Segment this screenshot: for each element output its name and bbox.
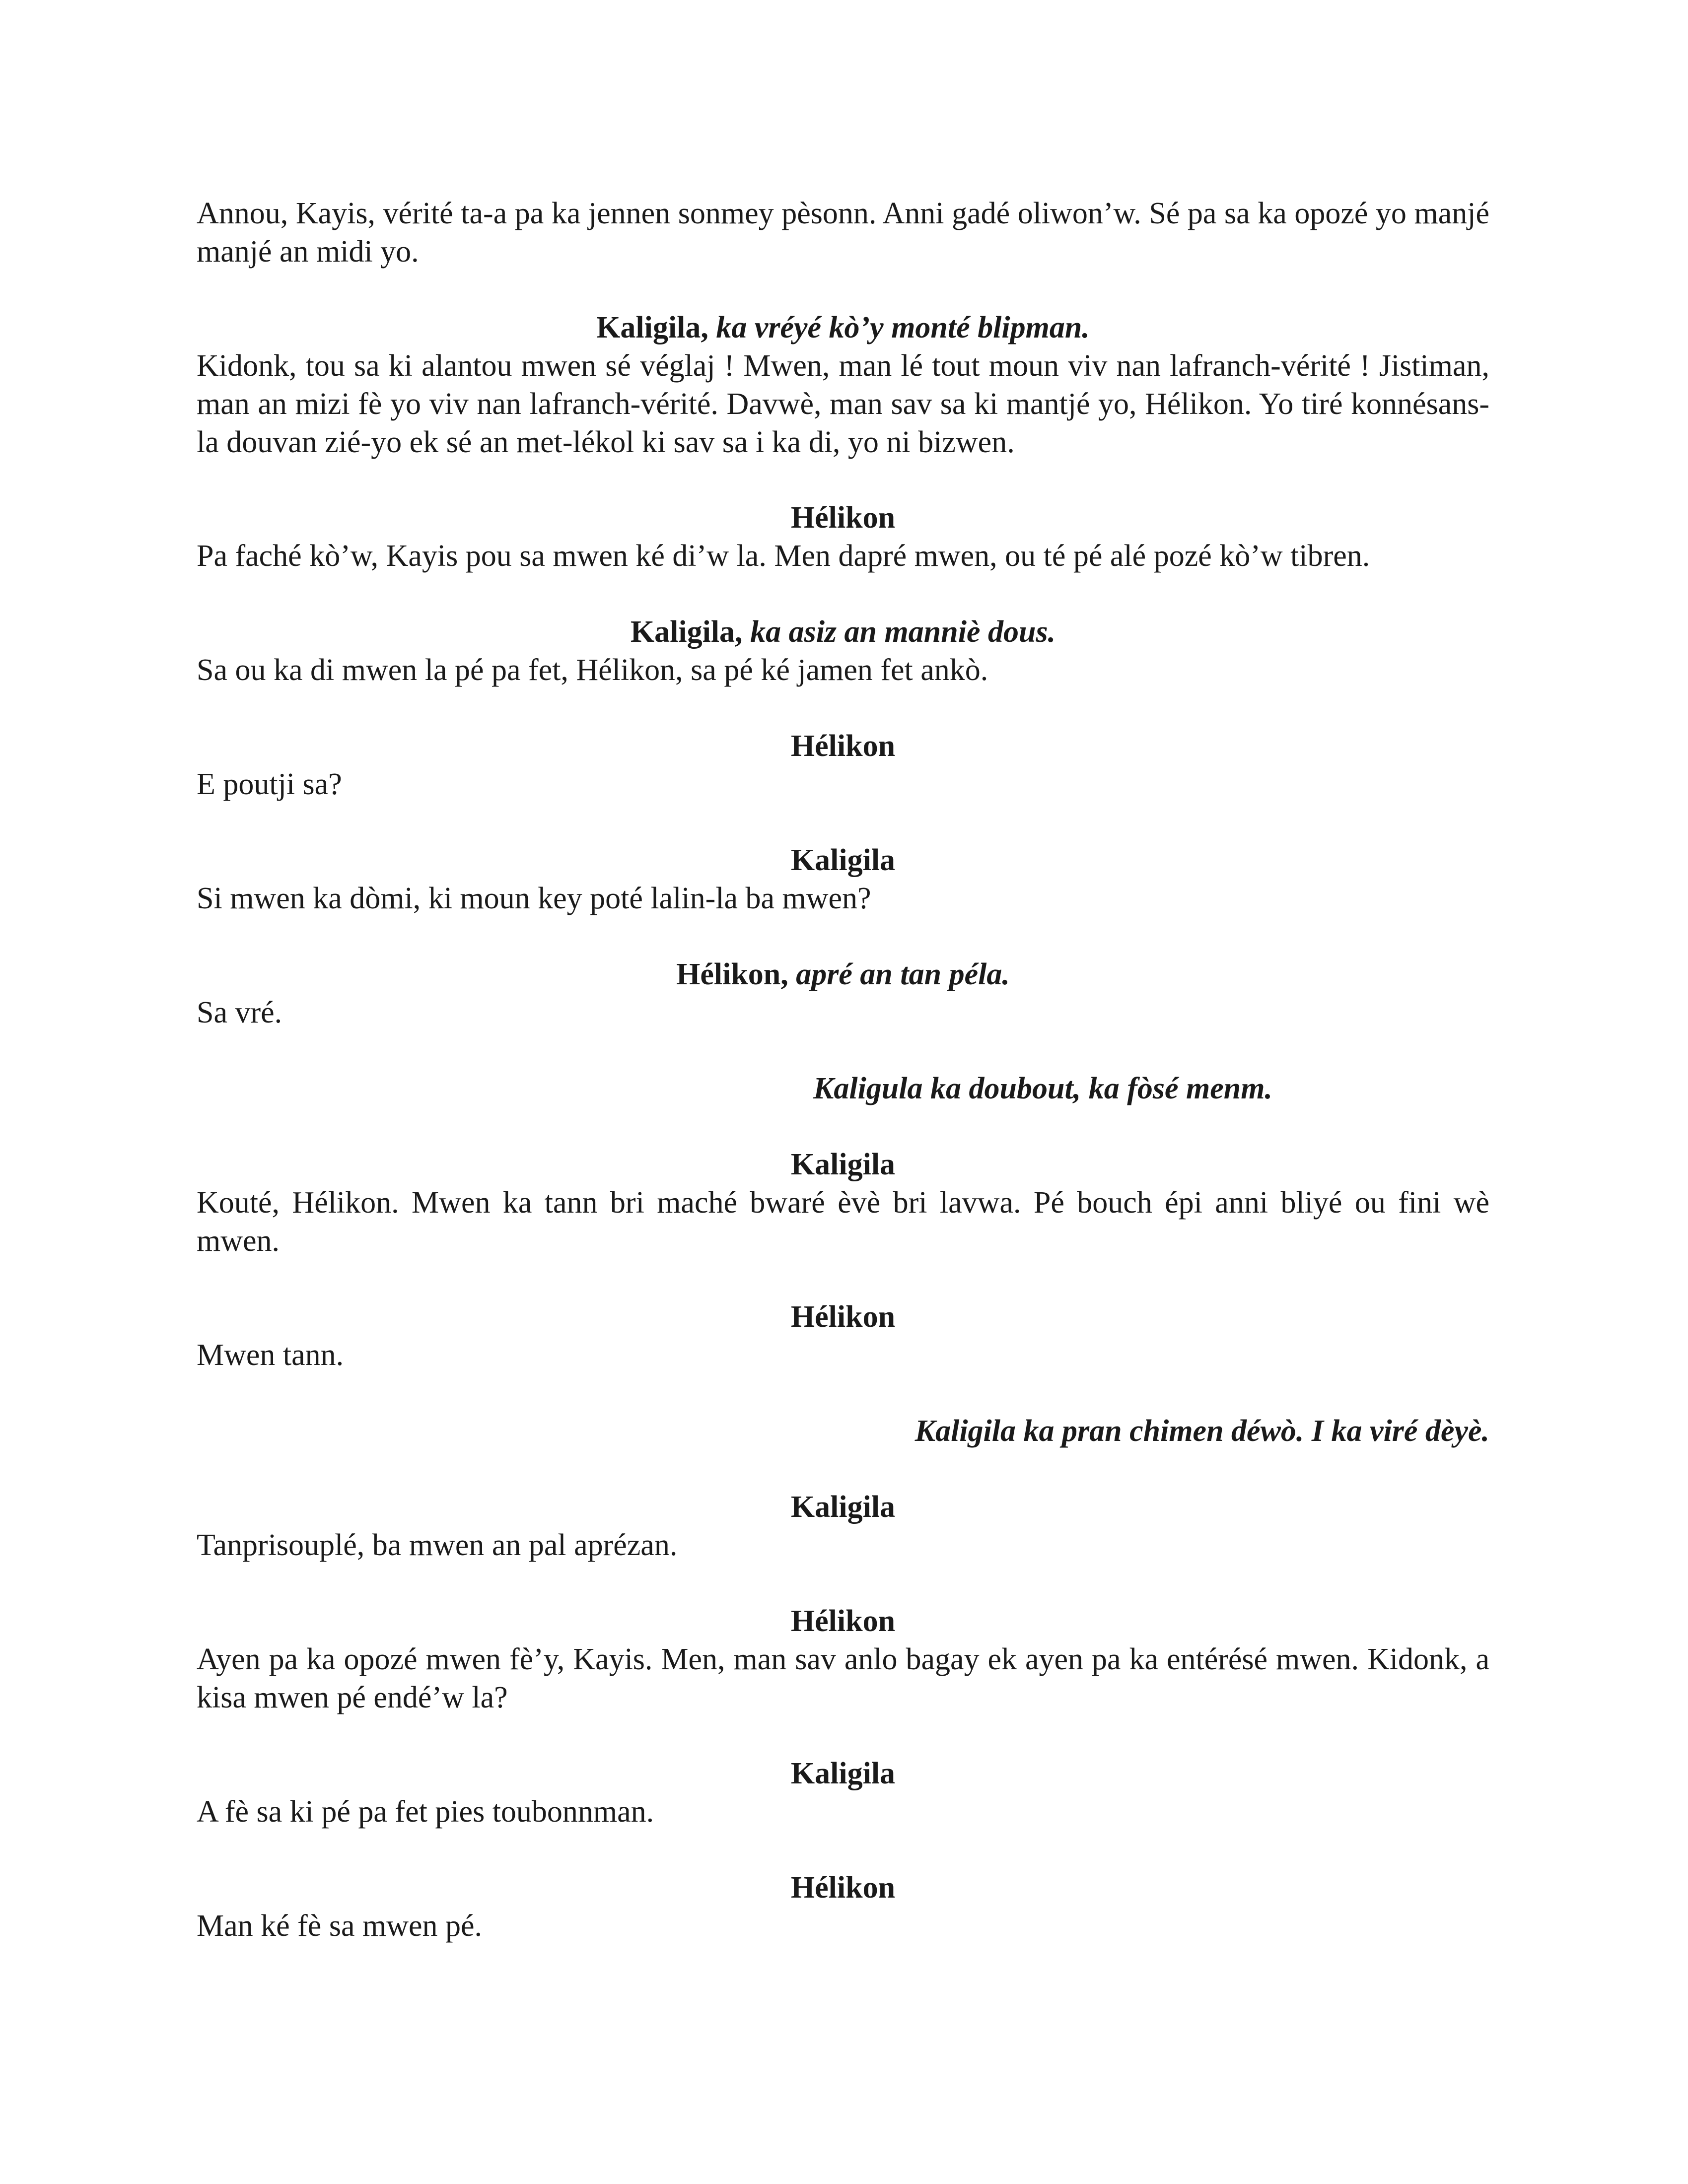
dialogue-text: A fè sa ki pé pa fet pies toubonnman. <box>197 1795 654 1829</box>
speaker-name: Kaligila <box>790 843 896 877</box>
dialogue-text: Si mwen ka dòmi, ki moun key poté lalin-la ba mwen? <box>197 882 871 915</box>
speaker-name: Kaligila <box>790 1148 896 1181</box>
speaker-name: Hélikon <box>790 729 896 763</box>
dialogue-text: Man ké fè sa mwen pé. <box>197 1909 483 1943</box>
dialogue-text: Ayen pa ka opozé mwen fè’y, Kayis. Men, man sav anlo bagay ek ayen pa ka entérésé mwen. Kidonk, a kisa mwen pé endé’w la? <box>197 1642 1489 1714</box>
stage-direction: apré an tan péla. <box>796 957 1010 991</box>
stage-direction: ka asiz an manniè dous. <box>750 615 1056 649</box>
speaker-heading <box>197 956 1489 994</box>
speaker-heading <box>197 1488 1489 1526</box>
speaker-heading <box>197 1869 1489 1907</box>
dialogue-text: Kidonk, tou sa ki alantou mwen sé véglaj ! Mwen, man lé tout moun viv nan lafranch-vérité ! Jistiman, man an mizi fè yo viv nan lafranch-vérité. Davwè, man sav sa ki mantjé yo, Hélikon. Yo tiré konnésans-la douvan zié-yo ek sé an met-lékol ki sav sa i ka di, yo ni bizwen. <box>197 349 1489 459</box>
speaker-heading <box>197 1298 1489 1336</box>
speaker-name: Kaligila, <box>630 615 743 649</box>
dialogue-text: Tanprisouplé, ba mwen an pal aprézan. <box>197 1528 678 1562</box>
stage-direction: ka vréyé kò’y monté blipman. <box>716 311 1090 344</box>
dialogue-text: Sa vré. <box>197 996 282 1029</box>
speaker-name: Kaligila <box>790 1490 896 1524</box>
dialogue-text: Annou, Kayis, vérité ta-a pa ka jennen sonmey pèsonn. Anni gadé oliwon’w. Sé pa sa ka opozé yo manjé manjé an midi yo. <box>197 197 1489 269</box>
speaker-heading <box>197 499 1489 537</box>
dialogue-text: Sa ou ka di mwen la pé pa fet, Hélikon, sa pé ké jamen fet ankò. <box>197 653 988 687</box>
speaker-name: Kaligila <box>790 1757 896 1790</box>
speaker-name: Hélikon <box>790 1871 896 1905</box>
speaker-name: Hélikon, <box>676 957 788 991</box>
speaker-heading <box>197 1146 1489 1184</box>
dialogue-text: Kouté, Hélikon. Mwen ka tann bri maché bwaré èvè bri lavwa. Pé bouch épi anni bliyé ou fini wè mwen. <box>197 1186 1489 1258</box>
speaker-heading <box>197 1755 1489 1793</box>
stage-direction: Kaligila ka pran chimen déwò. I ka viré dèyè. <box>914 1414 1489 1448</box>
stage-direction: Kaligula ka doubout, ka fòsé menm. <box>813 1072 1272 1105</box>
speaker-heading <box>197 309 1489 347</box>
speaker-heading <box>197 613 1489 651</box>
dialogue-text: E poutji sa? <box>197 767 342 801</box>
speaker-name: Hélikon <box>790 501 896 535</box>
dialogue-text: Pa faché kò’w, Kayis pou sa mwen ké di’w la. Men dapré mwen, ou té pé alé pozé kò’w tibren. <box>197 539 1370 573</box>
speaker-name: Hélikon <box>790 1604 896 1638</box>
speaker-heading <box>197 841 1489 880</box>
speaker-heading <box>197 1602 1489 1640</box>
dialogue-text: Mwen tann. <box>197 1338 344 1372</box>
speaker-heading <box>197 727 1489 765</box>
speaker-name: Kaligila, <box>596 311 708 344</box>
speaker-name: Hélikon <box>790 1300 896 1334</box>
